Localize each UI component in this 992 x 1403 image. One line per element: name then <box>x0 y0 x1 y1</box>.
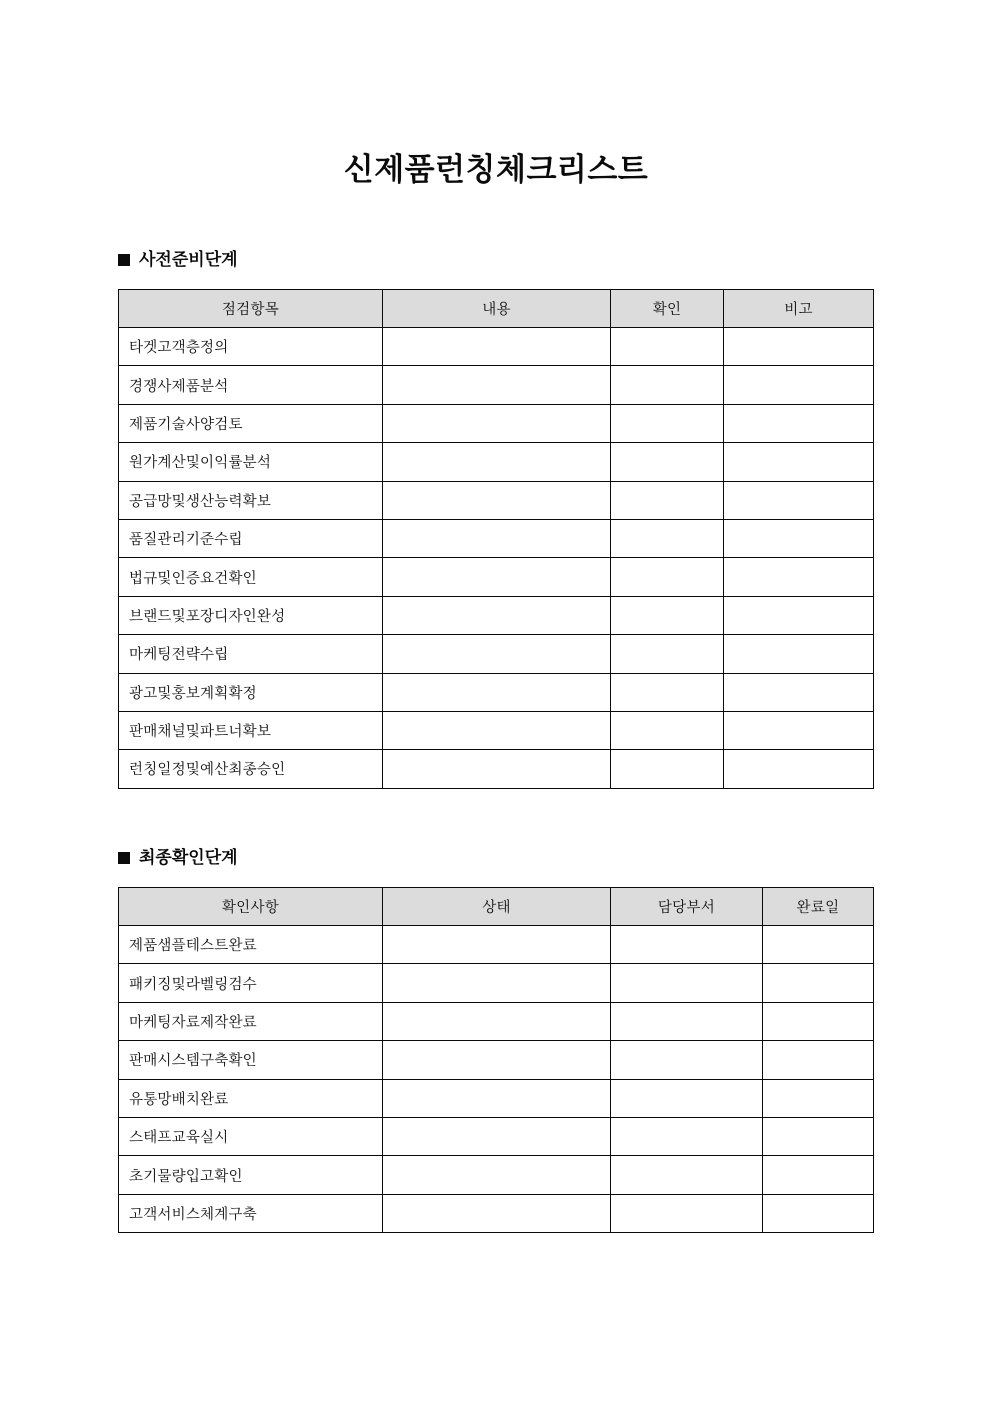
table-row <box>119 1079 874 1117</box>
cell-check[interactable] <box>611 673 724 711</box>
cell-item: 경쟁사제품분석 <box>119 366 383 404</box>
column-header-item: 확인사항 <box>119 888 383 926</box>
cell-department[interactable] <box>611 1041 763 1079</box>
cell-item: 마케팅전략수립 <box>119 635 383 673</box>
section-heading-label: 사전준비단계 <box>139 250 238 270</box>
preparation-stage-table <box>118 289 874 789</box>
cell-check[interactable] <box>611 443 724 481</box>
cell-item: 마케팅자료제작완료 <box>119 1002 383 1040</box>
cell-item: 패키징및라벨링검수 <box>119 964 383 1002</box>
cell-content[interactable] <box>383 443 611 481</box>
cell-note[interactable] <box>724 443 874 481</box>
cell-due-date[interactable] <box>763 1079 874 1117</box>
cell-content[interactable] <box>383 328 611 366</box>
cell-department[interactable] <box>611 1079 763 1117</box>
section-heading-final-check <box>118 846 238 870</box>
column-header-status: 상태 <box>383 888 611 926</box>
cell-item: 판매채널및파트너확보 <box>119 711 383 749</box>
cell-status[interactable] <box>383 1194 611 1232</box>
table-row <box>119 1194 874 1232</box>
cell-item: 제품기술사양검토 <box>119 404 383 442</box>
cell-status[interactable] <box>383 1117 611 1155</box>
cell-check[interactable] <box>611 481 724 519</box>
cell-note[interactable] <box>724 481 874 519</box>
cell-due-date[interactable] <box>763 1156 874 1194</box>
table-row <box>119 558 874 596</box>
table-row <box>119 519 874 557</box>
cell-content[interactable] <box>383 750 611 788</box>
table-row <box>119 596 874 634</box>
column-header-check: 확인 <box>611 290 724 328</box>
cell-due-date[interactable] <box>763 1002 874 1040</box>
cell-department[interactable] <box>611 1156 763 1194</box>
cell-item: 고객서비스체계구축 <box>119 1194 383 1232</box>
cell-item: 스태프교육실시 <box>119 1117 383 1155</box>
cell-note[interactable] <box>724 558 874 596</box>
table-body <box>119 926 874 1233</box>
cell-content[interactable] <box>383 481 611 519</box>
table-header <box>119 290 874 328</box>
table-row <box>119 481 874 519</box>
cell-content[interactable] <box>383 519 611 557</box>
cell-due-date[interactable] <box>763 1194 874 1232</box>
cell-status[interactable] <box>383 1041 611 1079</box>
table-row <box>119 1002 874 1040</box>
table-row <box>119 443 874 481</box>
cell-content[interactable] <box>383 635 611 673</box>
cell-check[interactable] <box>611 519 724 557</box>
cell-item: 법규및인증요건확인 <box>119 558 383 596</box>
table-row <box>119 328 874 366</box>
cell-note[interactable] <box>724 366 874 404</box>
cell-check[interactable] <box>611 366 724 404</box>
table-body <box>119 328 874 789</box>
cell-note[interactable] <box>724 404 874 442</box>
table-row <box>119 404 874 442</box>
column-header-note: 비고 <box>724 290 874 328</box>
cell-status[interactable] <box>383 926 611 964</box>
cell-check[interactable] <box>611 328 724 366</box>
column-header-department: 담당부서 <box>611 888 763 926</box>
final-check-stage-table <box>118 887 874 1233</box>
page-title: 신제품런칭체크리스트 <box>343 151 649 188</box>
cell-status[interactable] <box>383 1156 611 1194</box>
cell-note[interactable] <box>724 596 874 634</box>
cell-due-date[interactable] <box>763 1041 874 1079</box>
section-heading-label: 최종확인단계 <box>139 848 238 868</box>
section-heading-preparation <box>118 248 238 272</box>
cell-note[interactable] <box>724 673 874 711</box>
cell-department[interactable] <box>611 1002 763 1040</box>
cell-check[interactable] <box>611 750 724 788</box>
cell-note[interactable] <box>724 711 874 749</box>
cell-check[interactable] <box>611 596 724 634</box>
cell-status[interactable] <box>383 964 611 1002</box>
cell-item: 판매시스템구축확인 <box>119 1041 383 1079</box>
table-header-row <box>119 888 874 926</box>
cell-status[interactable] <box>383 1079 611 1117</box>
table-row <box>119 366 874 404</box>
column-header-item: 점검항목 <box>119 290 383 328</box>
table-row <box>119 635 874 673</box>
cell-content[interactable] <box>383 711 611 749</box>
table-row <box>119 1156 874 1194</box>
cell-item: 런칭일정및예산최종승인 <box>119 750 383 788</box>
cell-note[interactable] <box>724 328 874 366</box>
cell-note[interactable] <box>724 750 874 788</box>
table-row <box>119 926 874 964</box>
table-row <box>119 1117 874 1155</box>
cell-check[interactable] <box>611 711 724 749</box>
cell-item: 브랜드및포장디자인완성 <box>119 596 383 634</box>
square-bullet-icon <box>118 852 130 864</box>
table-row <box>119 750 874 788</box>
cell-department[interactable] <box>611 926 763 964</box>
cell-check[interactable] <box>611 404 724 442</box>
cell-item: 타겟고객층정의 <box>119 328 383 366</box>
cell-department[interactable] <box>611 964 763 1002</box>
column-header-content: 내용 <box>383 290 611 328</box>
square-bullet-icon <box>118 254 130 266</box>
table-header-row <box>119 290 874 328</box>
table-row <box>119 711 874 749</box>
cell-content[interactable] <box>383 596 611 634</box>
cell-check[interactable] <box>611 635 724 673</box>
table-row <box>119 1041 874 1079</box>
cell-content[interactable] <box>383 404 611 442</box>
cell-item: 원가계산및이익률분석 <box>119 443 383 481</box>
cell-department[interactable] <box>611 1117 763 1155</box>
cell-item: 초기물량입고확인 <box>119 1156 383 1194</box>
cell-due-date[interactable] <box>763 964 874 1002</box>
cell-item: 제품샘플테스트완료 <box>119 926 383 964</box>
cell-department[interactable] <box>611 1194 763 1232</box>
cell-content[interactable] <box>383 366 611 404</box>
cell-content[interactable] <box>383 673 611 711</box>
cell-item: 공급망및생산능력확보 <box>119 481 383 519</box>
cell-check[interactable] <box>611 558 724 596</box>
table-header <box>119 888 874 926</box>
cell-item: 품질관리기준수립 <box>119 519 383 557</box>
table-row <box>119 964 874 1002</box>
cell-item: 유통망배치완료 <box>119 1079 383 1117</box>
cell-note[interactable] <box>724 635 874 673</box>
cell-content[interactable] <box>383 558 611 596</box>
cell-item: 광고및홍보계획확정 <box>119 673 383 711</box>
cell-due-date[interactable] <box>763 1117 874 1155</box>
cell-status[interactable] <box>383 1002 611 1040</box>
cell-note[interactable] <box>724 519 874 557</box>
table-row <box>119 673 874 711</box>
column-header-due-date: 완료일 <box>763 888 874 926</box>
cell-due-date[interactable] <box>763 926 874 964</box>
